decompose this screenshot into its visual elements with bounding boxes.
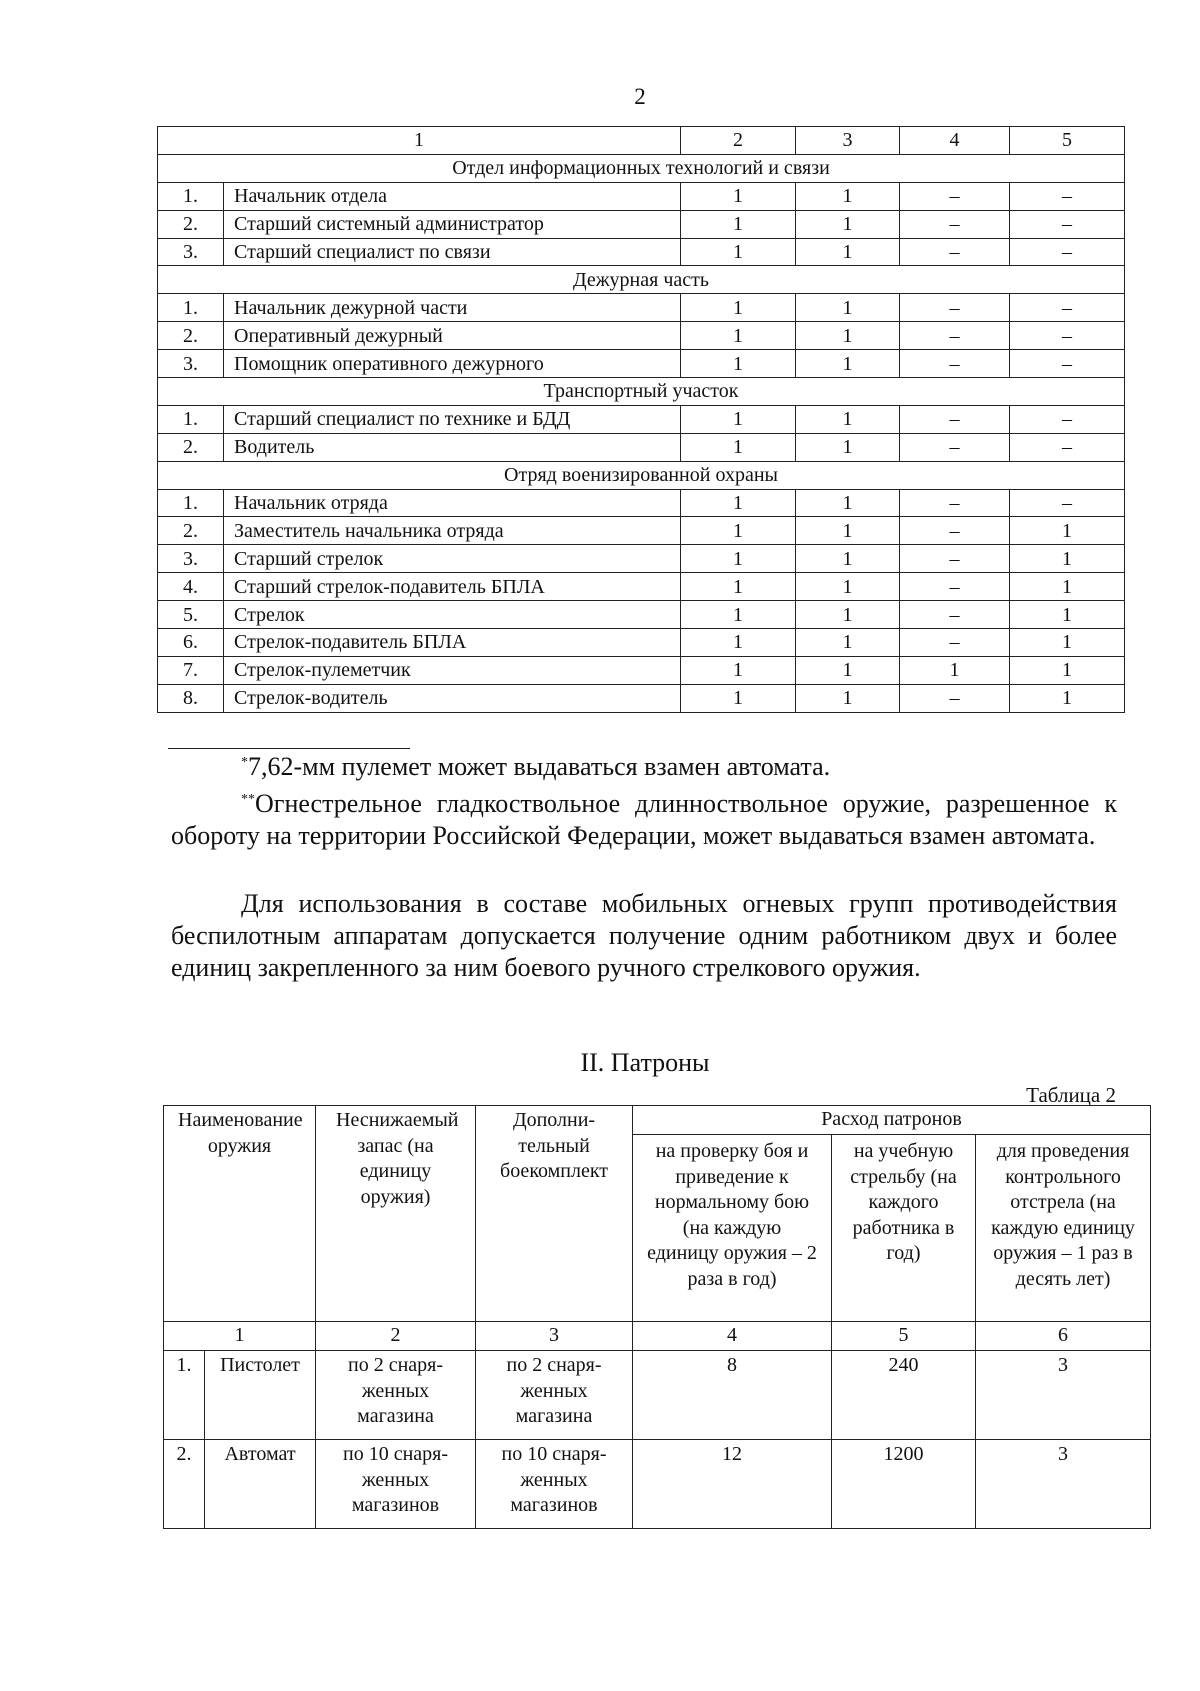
col-4-value: – [900, 294, 1010, 322]
col-4-value: – [900, 629, 1010, 657]
row-number: 3. [158, 350, 224, 378]
header-cell: 1 [158, 127, 681, 155]
footnote-mark: ** [241, 792, 255, 807]
section-title: Отряд военизированной охраны [158, 461, 1125, 489]
col-5-value: – [1010, 294, 1125, 322]
col-2-value: 1 [681, 573, 796, 601]
col-5-value: 1 [1010, 573, 1125, 601]
footnote-text: 7,62-мм пулемет может выдаваться взамен автомата. [248, 752, 831, 781]
position-name: Водитель [224, 433, 681, 461]
row-number: 1. [158, 489, 224, 517]
col-4-value: – [900, 182, 1010, 210]
col-5-value: – [1010, 182, 1125, 210]
body-paragraph: Для использования в составе мобильных огневых групп противодействия беспилотным аппаратам допускается получение одним работником двух и более единиц закрепленного за ним боевого ручного стрелкового оружия. [171, 889, 1117, 982]
row-number: 5. [158, 601, 224, 629]
row-number: 1. [158, 294, 224, 322]
extra-value: по 2 снаря-женных магазина [476, 1351, 633, 1440]
col-5-value: 1 [1010, 517, 1125, 545]
table-row [158, 238, 1125, 266]
col-2-value: 1 [681, 294, 796, 322]
row-number: 2. [164, 1440, 205, 1529]
row-number: 2. [158, 517, 224, 545]
table-row [158, 210, 1125, 238]
col-4-value: – [900, 405, 1010, 433]
header-control: для проведения контрольного отстрела (на каждую единицу оружия – 1 раз в десять лет) [976, 1135, 1151, 1322]
col-2-value: 1 [681, 656, 796, 684]
col-3-value: 1 [796, 322, 900, 350]
col-3-value: 1 [796, 238, 900, 266]
col-4-value: – [900, 573, 1010, 601]
header-name: Наименование оружия [164, 1106, 316, 1322]
col-2-value: 1 [681, 517, 796, 545]
table-row [158, 684, 1125, 712]
row-number: 7. [158, 656, 224, 684]
col-3-value: 1 [796, 545, 900, 573]
control-value: 3 [976, 1351, 1151, 1440]
col-2-value: 1 [681, 350, 796, 378]
position-name: Старший специалист по связи [224, 238, 681, 266]
col-4-value: – [900, 684, 1010, 712]
header-cell: 4 [900, 127, 1010, 155]
index-cell: 6 [976, 1322, 1151, 1351]
col-3-value: 1 [796, 433, 900, 461]
col-2-value: 1 [681, 238, 796, 266]
col-4-value: – [900, 350, 1010, 378]
weapon-name: Пистолет [205, 1351, 316, 1440]
table-row [158, 322, 1125, 350]
table-row [158, 294, 1125, 322]
section-row [158, 154, 1125, 182]
header-stock: Неснижаемый запас (на единицу оружия) [316, 1106, 476, 1322]
col-2-value: 1 [681, 322, 796, 350]
row-number: 3. [158, 545, 224, 573]
col-2-value: 1 [681, 629, 796, 657]
table-row [158, 601, 1125, 629]
section-title: Отдел информационных технологий и связи [158, 154, 1125, 182]
col-3-value: 1 [796, 350, 900, 378]
table-row [158, 182, 1125, 210]
row-number: 1. [158, 182, 224, 210]
col-3-value: 1 [796, 601, 900, 629]
index-cell: 5 [832, 1322, 976, 1351]
position-name: Старший специалист по технике и БДД [224, 405, 681, 433]
table-header-row [158, 127, 1125, 155]
position-name: Стрелок-водитель [224, 684, 681, 712]
position-name: Начальник отряда [224, 489, 681, 517]
position-name: Стрелок-подавитель БПЛА [224, 629, 681, 657]
col-4-value: – [900, 489, 1010, 517]
table-row [158, 545, 1125, 573]
weapon-name: Автомат [205, 1440, 316, 1529]
col-4-value: – [900, 210, 1010, 238]
header-check: на проверку боя и приведение к нормальному бою (на каждую единицу оружия – 2 раза в год) [633, 1135, 832, 1322]
col-5-value: – [1010, 433, 1125, 461]
col-2-value: 1 [681, 210, 796, 238]
position-name: Стрелок-пулеметчик [224, 656, 681, 684]
table-row [158, 489, 1125, 517]
table-row [158, 629, 1125, 657]
control-value: 3 [976, 1440, 1151, 1529]
col-2-value: 1 [681, 182, 796, 210]
col-5-value: – [1010, 322, 1125, 350]
section-title: Дежурная часть [158, 266, 1125, 294]
index-cell: 1 [164, 1322, 316, 1351]
col-3-value: 1 [796, 405, 900, 433]
row-number: 2. [158, 322, 224, 350]
row-number: 3. [158, 238, 224, 266]
table-row [158, 656, 1125, 684]
position-name: Стрелок [224, 601, 681, 629]
header-cell: 5 [1010, 127, 1125, 155]
index-cell: 2 [316, 1322, 476, 1351]
training-value: 240 [832, 1351, 976, 1440]
check-value: 8 [633, 1351, 832, 1440]
col-5-value: 1 [1010, 629, 1125, 657]
footnote-mark: * [241, 755, 248, 770]
col-5-value: – [1010, 489, 1125, 517]
section-title: Транспортный участок [158, 378, 1125, 406]
col-5-value: 1 [1010, 656, 1125, 684]
col-2-value: 1 [681, 405, 796, 433]
col-3-value: 1 [796, 629, 900, 657]
col-2-value: 1 [681, 433, 796, 461]
position-name: Заместитель начальника отряда [224, 517, 681, 545]
col-5-value: – [1010, 210, 1125, 238]
col-3-value: 1 [796, 182, 900, 210]
section-row [158, 461, 1125, 489]
col-4-value: – [900, 238, 1010, 266]
col-2-value: 1 [681, 489, 796, 517]
row-number: 2. [158, 433, 224, 461]
col-4-value: – [900, 517, 1010, 545]
row-number: 4. [158, 573, 224, 601]
col-3-value: 1 [796, 684, 900, 712]
cartridges-table [163, 1105, 1151, 1529]
index-cell: 3 [476, 1322, 633, 1351]
stock-value: по 10 снаря-женных магазинов [316, 1440, 476, 1529]
col-5-value: – [1010, 350, 1125, 378]
col-5-value: 1 [1010, 601, 1125, 629]
row-number: 1. [158, 405, 224, 433]
table-row [164, 1440, 1151, 1529]
section-row [158, 378, 1125, 406]
col-5-value: 1 [1010, 684, 1125, 712]
footnote-1 [171, 751, 1117, 783]
col-2-value: 1 [681, 684, 796, 712]
position-name: Помощник оперативного дежурного [224, 350, 681, 378]
table-row [158, 405, 1125, 433]
col-4-value: – [900, 322, 1010, 350]
table-row [158, 433, 1125, 461]
col-2-value: 1 [681, 545, 796, 573]
header-cell: 3 [796, 127, 900, 155]
training-value: 1200 [832, 1440, 976, 1529]
index-row [164, 1322, 1151, 1351]
extra-value: по 10 снаря-женных магазинов [476, 1440, 633, 1529]
row-number: 1. [164, 1351, 205, 1440]
table-row [158, 517, 1125, 545]
header-training: на учебную стрельбу (на каждого работника в год) [832, 1135, 976, 1322]
position-name: Начальник дежурной части [224, 294, 681, 322]
section-row [158, 266, 1125, 294]
position-name: Оперативный дежурный [224, 322, 681, 350]
col-4-value: 1 [900, 656, 1010, 684]
col-4-value: – [900, 545, 1010, 573]
col-5-value: – [1010, 238, 1125, 266]
col-3-value: 1 [796, 573, 900, 601]
footnote-separator [168, 748, 410, 749]
position-name: Старший стрелок-подавитель БПЛА [224, 573, 681, 601]
index-cell: 4 [633, 1322, 832, 1351]
header-cell: 2 [681, 127, 796, 155]
table-row [164, 1351, 1151, 1440]
col-3-value: 1 [796, 517, 900, 545]
staff-weapons-table [157, 126, 1125, 713]
col-2-value: 1 [681, 601, 796, 629]
row-number: 2. [158, 210, 224, 238]
table-header-row [164, 1106, 1151, 1135]
col-4-value: – [900, 433, 1010, 461]
row-number: 8. [158, 684, 224, 712]
table-row [158, 350, 1125, 378]
footnote-2 [171, 788, 1117, 852]
header-extra: Дополни-тельный боекомплект [476, 1106, 633, 1322]
col-3-value: 1 [796, 210, 900, 238]
table-label: Таблица 2 [1026, 1083, 1116, 1107]
check-value: 12 [633, 1440, 832, 1529]
section-title: II. Патроны [580, 1048, 710, 1077]
page-number: 2 [634, 84, 646, 109]
col-4-value: – [900, 601, 1010, 629]
col-3-value: 1 [796, 489, 900, 517]
position-name: Старший системный администратор [224, 210, 681, 238]
table-row [158, 573, 1125, 601]
row-number: 6. [158, 629, 224, 657]
col-3-value: 1 [796, 294, 900, 322]
header-consumption: Расход патронов [633, 1106, 1151, 1135]
position-name: Начальник отдела [224, 182, 681, 210]
stock-value: по 2 снаря-женных магазина [316, 1351, 476, 1440]
col-5-value: – [1010, 405, 1125, 433]
col-3-value: 1 [796, 656, 900, 684]
position-name: Старший стрелок [224, 545, 681, 573]
col-5-value: 1 [1010, 545, 1125, 573]
footnote-text: Огнестрельное гладкоствольное длинноствольное оружие, разрешенное к обороту на территории Российской Федерации, может выдаваться взамен автомата. [171, 789, 1117, 850]
